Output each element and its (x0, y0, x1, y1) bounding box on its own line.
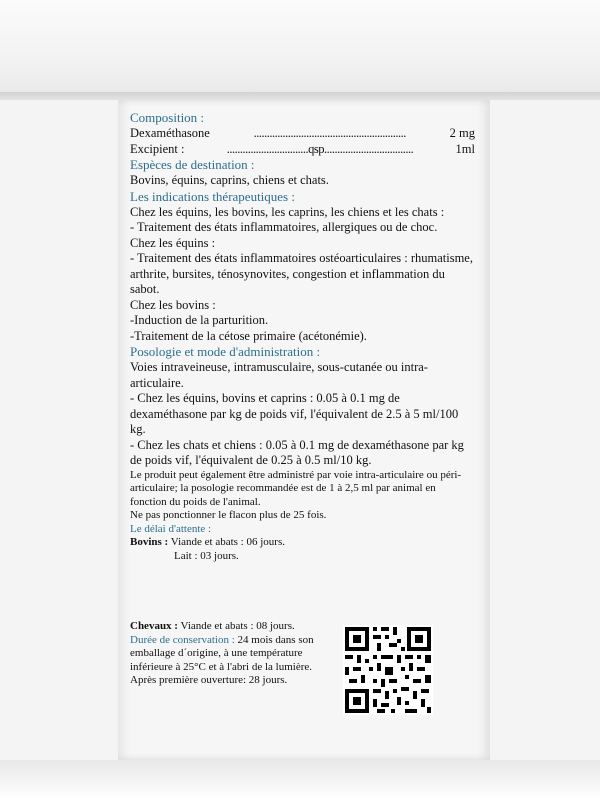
withdrawal-bovins-text: Viande et abats : 06 jours. (170, 536, 285, 548)
withdrawal-bovins (130, 536, 475, 550)
withdrawal-title: Le délai d'attente : (130, 522, 212, 535)
box-bottom (0, 760, 600, 800)
withdrawal-chevaux (130, 620, 330, 634)
withdrawal-lait: Lait : 03 jours. (174, 549, 239, 562)
posology-p4: Le produit peut également être administré par voie intra-articulaire ou péri-articulaire; la posologie recommandée est de 1 à 2,5 ml par animal en fonction du poids de l'animal. (130, 468, 462, 508)
box-top-flap (0, 0, 600, 100)
withdrawal-bovins-label: Bovins : (130, 536, 169, 548)
posology-p5: Ne pas ponctionner le flacon plus de 25 fois. (130, 509, 327, 521)
composition-line-2 (130, 142, 475, 158)
indications-p1: Chez les équins, les bovins, les caprins, les chiens et les chats : (130, 204, 445, 219)
leaflet-text (130, 110, 475, 563)
composition-active-value: 2 mg (449, 126, 475, 140)
species-text: Bovins, équins, caprins, chiens et chats. (130, 173, 329, 187)
composition-line-1 (130, 126, 475, 142)
composition-title: Composition : (130, 110, 205, 125)
lower-left-text (130, 620, 330, 688)
indications-p2: - Traitement des états inflammatoires, allergiques ou de choc. (130, 220, 438, 234)
withdrawal-chevaux-text: Viande et abats : 08 jours. (180, 620, 295, 632)
posology-p3: - Chez les chats et chiens : 0.05 à 0.1 mg de dexaméthasone par kg de poids vif, l'équivalent de 0.25 à 0.5 ml/10 kg. (130, 437, 464, 467)
indications-p6: -Induction de la parturition. (130, 313, 269, 327)
withdrawal-chevaux-label: Chevaux : (130, 620, 178, 632)
indications-p3: Chez les équins : (130, 235, 216, 250)
posology-p2: - Chez les équins, bovins et caprins : 0.05 à 0.1 mg de dexaméthasone par kg de poids vif, l'équivalent de 2.5 à 5 ml/100 kg. (130, 391, 459, 436)
conservation-text: 24 mois dans son emballage d´origine, à une température inférieure à 25°C et à l'abri de la lumière. (130, 633, 314, 673)
composition-excipient-name: Excipient : (130, 141, 185, 156)
species-title: Espèces de destination : (130, 157, 255, 172)
indications-p7: -Traitement de la cétose primaire (acétonémie). (130, 328, 367, 343)
composition-dots-1: .......................................................... (253, 126, 406, 140)
conservation-after-opening: Après première ouverture: 28 jours. (130, 674, 288, 686)
composition-excipient-value: 1ml (455, 141, 475, 156)
posology-p1: Voies intraveineuse, intramusculaire, sous-cutanée ou intra-articulaire. (130, 360, 428, 390)
composition-active-name: Dexaméthasone (130, 126, 210, 140)
indications-p4: - Traitement des états inflammatoires ostéoarticulaires : rhumatisme, arthrite, bursites, ténosynovites, congestion et inflammation du sabot. (130, 251, 473, 296)
qr-code[interactable] (343, 625, 433, 715)
indications-p5: Chez les bovins : (130, 297, 216, 312)
indications-title: Les indications thérapeutiques : (130, 188, 295, 204)
composition-dots-2: ...............................qsp.................................. (226, 141, 414, 156)
qr-code-icon (343, 625, 433, 715)
conservation-block (130, 634, 330, 675)
posology-title: Posologie et mode d'administration : (130, 344, 321, 359)
conservation-title: Durée de conservation : (130, 633, 235, 646)
